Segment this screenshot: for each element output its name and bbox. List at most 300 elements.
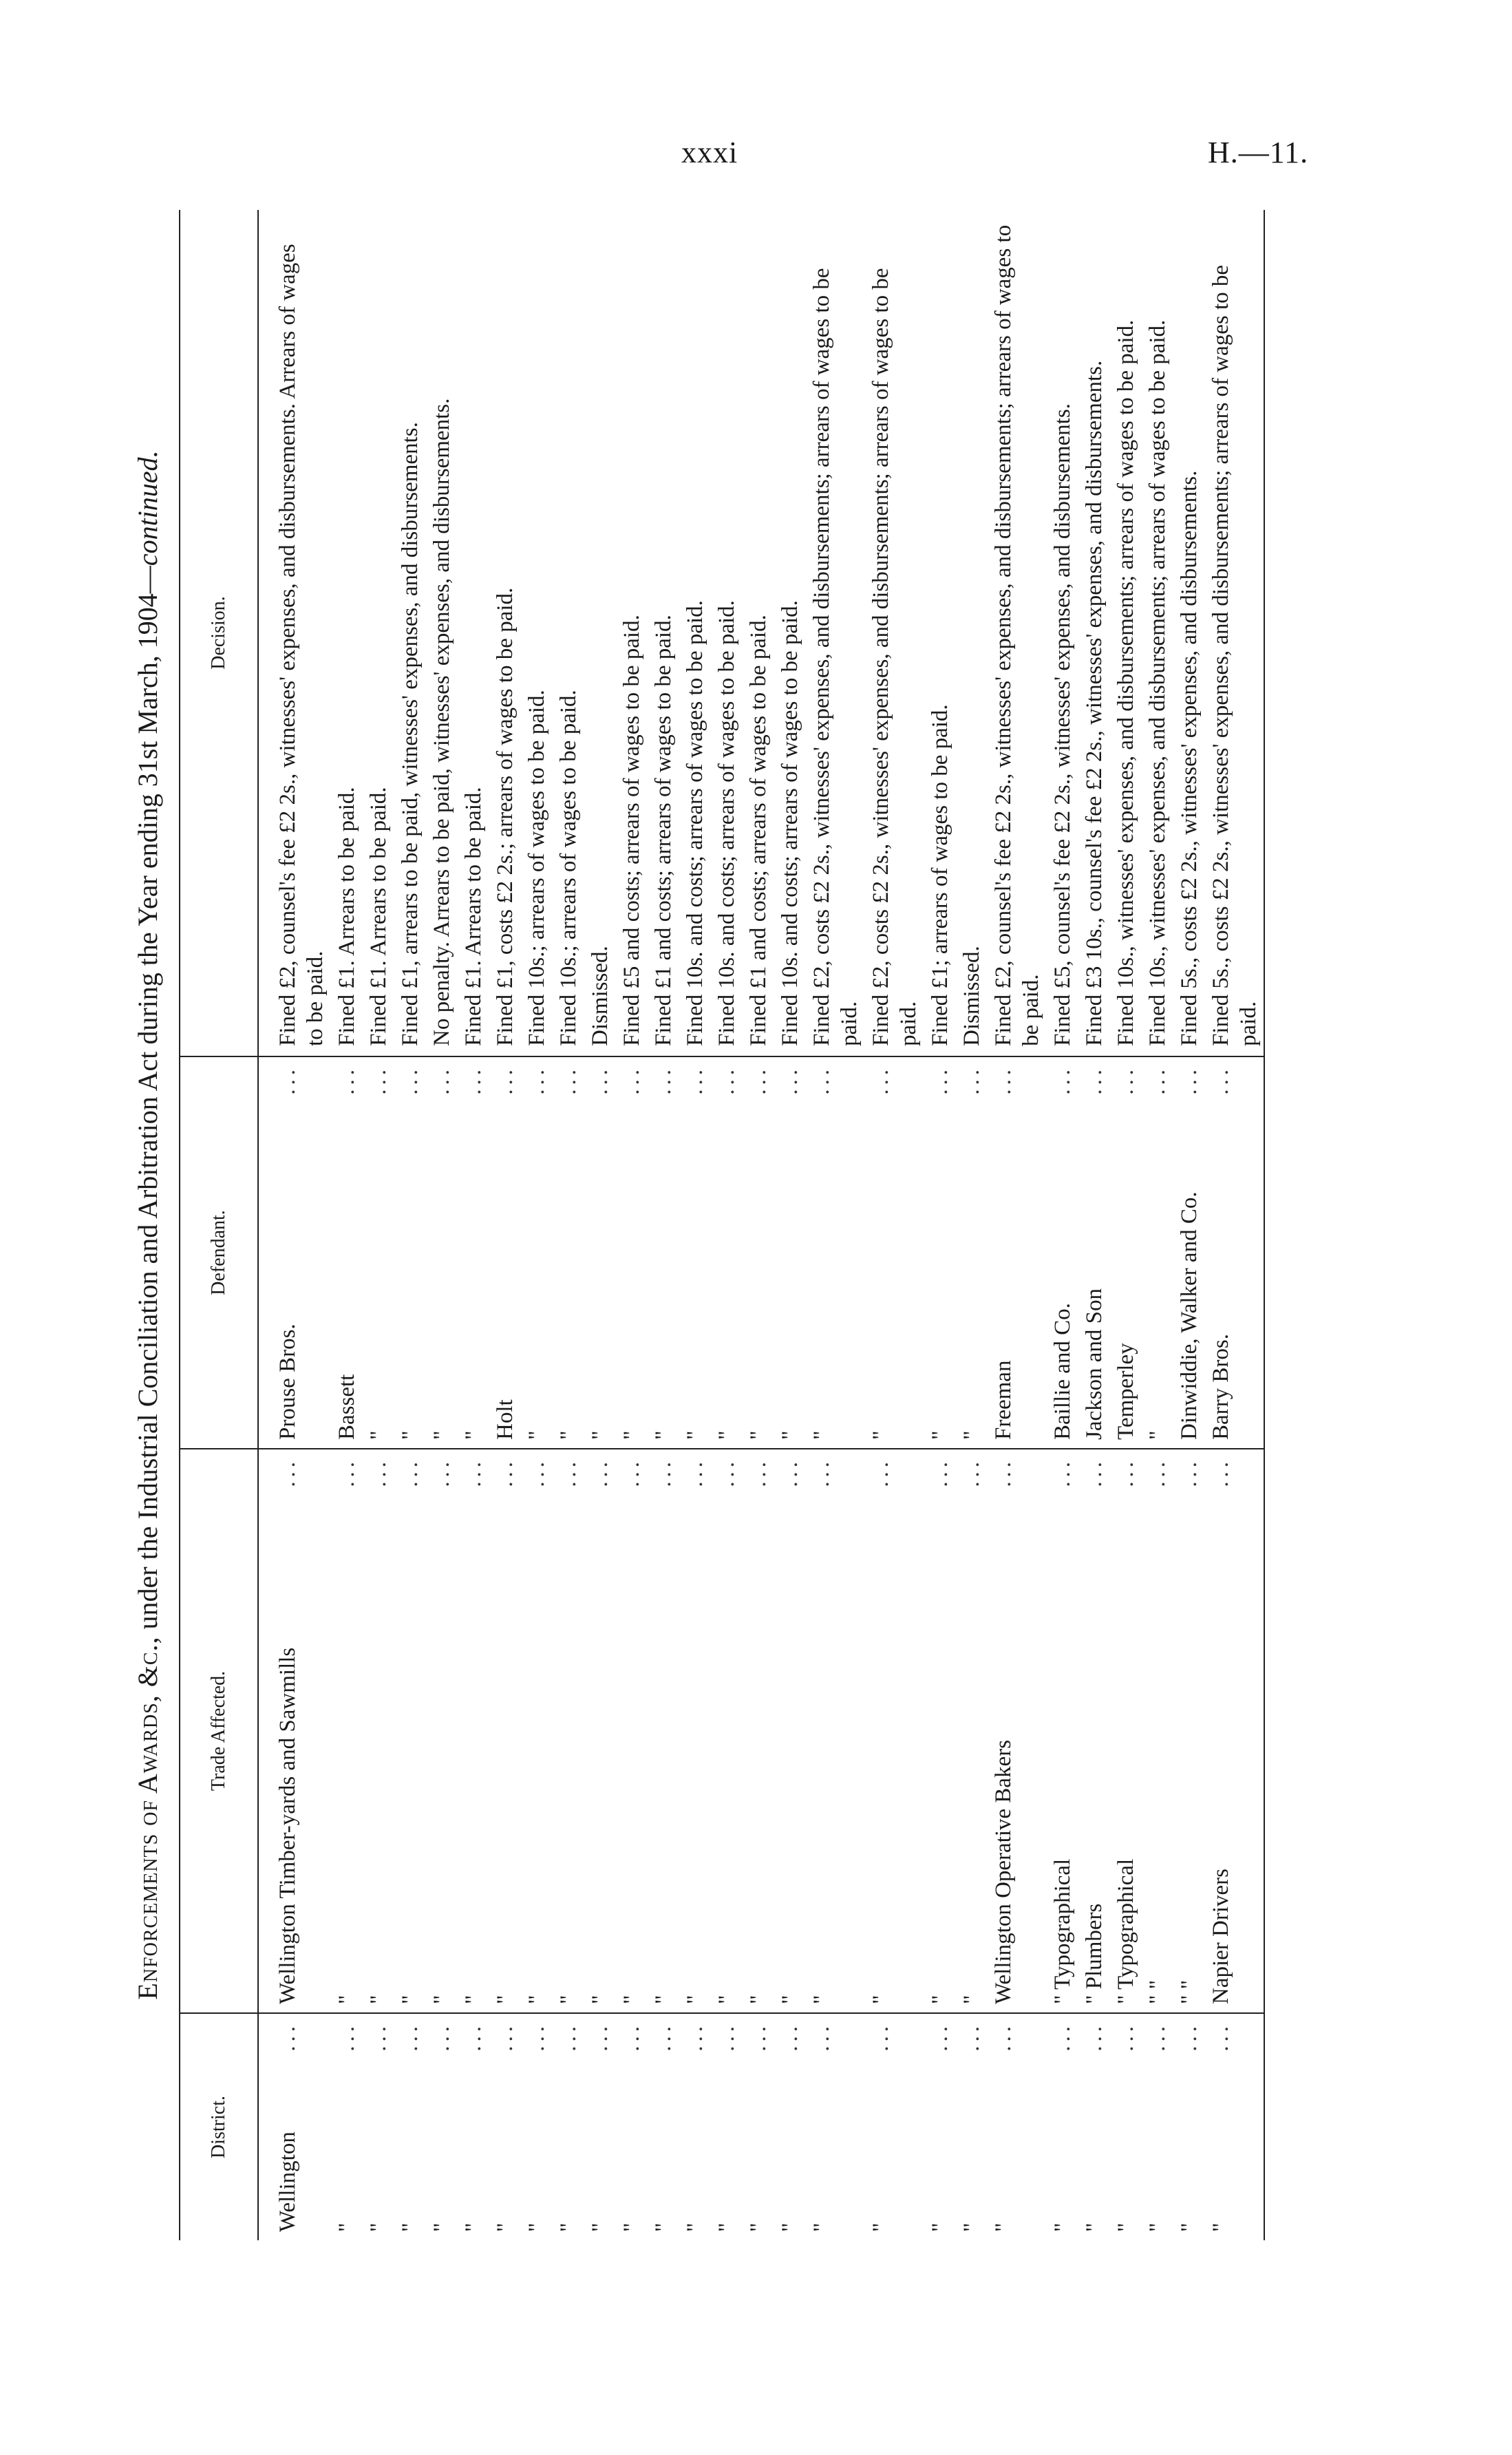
enforcements-table	[179, 210, 1265, 2240]
leader-dots: ...	[1050, 2022, 1075, 2052]
table-row	[742, 210, 774, 2240]
leader-dots: ...	[588, 1065, 613, 1095]
cell-trade	[362, 1449, 394, 2013]
leader-dots: ...	[493, 2022, 518, 2052]
cell-defendant-text: "	[398, 1430, 423, 1440]
leader-dots: ...	[651, 1458, 676, 1487]
leader-dots: ...	[429, 1458, 454, 1487]
cell-trade	[1141, 1449, 1173, 2013]
cell-defendant	[864, 1056, 924, 1449]
leader-dots: ...	[398, 1065, 423, 1095]
leader-dots: ...	[275, 1065, 300, 1095]
leader-dots: ...	[524, 2022, 549, 2052]
cell-district	[1204, 2013, 1264, 2240]
cell-trade-text: Wellington Operative Bakers	[991, 1739, 1016, 2004]
table-row	[1046, 210, 1078, 2240]
leader-dots: ...	[366, 2022, 391, 2052]
cell-decision	[457, 210, 489, 1056]
cell-trade-text: " Plumbers	[1082, 1903, 1107, 2004]
table-row	[584, 210, 615, 2240]
table-row	[1109, 210, 1141, 2240]
cell-defendant	[330, 1056, 362, 1449]
cell-decision	[647, 210, 679, 1056]
cell-district-text: "	[588, 2222, 613, 2232]
leader-dots: ...	[746, 1065, 771, 1095]
leader-dots: ...	[366, 1458, 391, 1487]
cell-trade	[924, 1449, 955, 2013]
cell-trade-text: "	[493, 1995, 518, 2004]
cell-district	[924, 2013, 955, 2240]
leader-dots: ...	[588, 2022, 613, 2052]
cell-decision-text: Fined 10s., witnesses' expenses, and disbursements; arrears of wages to be paid.	[1145, 319, 1170, 1046]
cell-decision-text: Dismissed.	[959, 946, 984, 1046]
cell-decision-text: Fined 10s., witnesses' expenses, and disbursements; arrears of wages to be paid.	[1114, 319, 1138, 1046]
cell-district-text: "	[556, 2222, 581, 2232]
table-row	[647, 210, 679, 2240]
leader-dots: ...	[398, 2022, 423, 2052]
leader-dots: ...	[959, 2022, 984, 2052]
cell-trade-text: "	[619, 1995, 644, 2004]
cell-district-text: "	[959, 2222, 984, 2232]
cell-trade-text: "	[556, 1995, 581, 2004]
cell-trade-text: "	[398, 1995, 423, 2004]
cell-defendant-text: Baillie and Co.	[1050, 1303, 1075, 1440]
title-main: under the Industrial Conciliation and Arbitration Act during the Year ending 31st March, 1904—	[132, 566, 163, 1637]
cell-district	[552, 2013, 584, 2240]
table-row	[489, 210, 520, 2240]
header-defendant: Defendant.	[180, 1056, 258, 1449]
leader-dots: ...	[683, 1065, 707, 1095]
cell-defendant-text: "	[809, 1430, 834, 1440]
cell-defendant	[362, 1056, 394, 1449]
cell-decision	[987, 210, 1046, 1056]
cell-decision	[330, 210, 362, 1056]
leader-dots: ...	[746, 1458, 771, 1487]
cell-trade	[987, 1449, 1046, 2013]
cell-district-text: "	[928, 2222, 952, 2232]
cell-decision	[584, 210, 615, 1056]
cell-decision	[1141, 210, 1173, 1056]
table-row	[615, 210, 647, 2240]
cell-decision-text: Fined £2, costs £2 2s., witnesses' expenses, and disbursements; arrears of wages to be paid.	[809, 268, 862, 1046]
leader-dots: ...	[809, 1065, 834, 1095]
cell-defendant-text: Prouse Bros.	[275, 1324, 300, 1440]
cell-district-text: "	[778, 2222, 802, 2232]
cell-defendant-text: Jackson and Son	[1082, 1288, 1107, 1440]
leader-dots: ...	[1050, 1458, 1075, 1487]
cell-decision	[489, 210, 520, 1056]
leader-dots: ...	[461, 2022, 486, 2052]
leader-dots: ...	[398, 1458, 423, 1487]
leader-dots: ...	[1145, 2022, 1170, 2052]
cell-trade	[584, 1449, 615, 2013]
cell-decision	[710, 210, 742, 1056]
cell-district-text: "	[1082, 2222, 1107, 2232]
leader-dots: ...	[809, 1458, 834, 1487]
cell-defendant	[1141, 1056, 1173, 1449]
cell-defendant-text: "	[746, 1430, 771, 1440]
cell-defendant	[1046, 1056, 1078, 1449]
cell-decision	[1046, 210, 1078, 1056]
cell-trade-text: " Typographical	[1114, 1858, 1138, 2004]
cell-decision	[520, 210, 552, 1056]
table-row	[987, 210, 1046, 2240]
leader-dots: ...	[1208, 1458, 1233, 1487]
cell-district-text: "	[493, 2222, 518, 2232]
cell-decision	[805, 210, 864, 1056]
cell-defendant-text: "	[429, 1430, 454, 1440]
cell-defendant-text: "	[366, 1430, 391, 1440]
cell-defendant	[679, 1056, 710, 1449]
cell-decision-text: No penalty. Arrears to be paid, witnesses' expenses, and disbursements.	[429, 398, 454, 1046]
table-row	[258, 210, 330, 2240]
cell-trade	[394, 1449, 425, 2013]
cell-district-text: "	[651, 2222, 676, 2232]
cell-defendant	[987, 1056, 1046, 1449]
leader-dots: ...	[928, 1458, 952, 1487]
cell-district	[679, 2013, 710, 2240]
series-code: H.—11.	[1208, 136, 1309, 169]
cell-decision	[1109, 210, 1141, 1056]
cell-district-text: "	[683, 2222, 707, 2232]
cell-district-text: "	[869, 2222, 893, 2232]
leader-dots: ...	[334, 2022, 359, 2052]
cell-trade	[1078, 1449, 1109, 2013]
table-row	[425, 210, 457, 2240]
cell-district-text: "	[461, 2222, 486, 2232]
leader-dots: ...	[619, 1458, 644, 1487]
cell-decision-text: Fined £1. Arrears to be paid.	[366, 787, 391, 1046]
cell-trade	[1204, 1449, 1264, 2013]
table-row	[394, 210, 425, 2240]
leader-dots: ...	[1145, 1458, 1170, 1487]
table-row	[1173, 210, 1204, 2240]
header-decision: Decision.	[180, 210, 258, 1056]
cell-decision-text: Fined 10s.; arrears of wages to be paid.	[556, 690, 581, 1046]
cell-trade-text: Napier Drivers	[1208, 1868, 1233, 2004]
leader-dots: ...	[588, 1458, 613, 1487]
cell-decision-text: Fined £2, costs £2 2s., witnesses' expenses, and disbursements; arrears of wages to be paid.	[869, 268, 921, 1046]
cell-decision-text: Fined 10s. and costs; arrears of wages to be paid.	[778, 600, 802, 1046]
leader-dots: ...	[778, 1065, 802, 1095]
leader-dots: ...	[928, 1065, 952, 1095]
leader-dots: ...	[1208, 1065, 1233, 1095]
cell-decision-text: Fined 5s., costs £2 2s., witnesses' expenses, and disbursements.	[1177, 470, 1202, 1046]
cell-decision-text: Fined £1, arrears to be paid, witnesses' expenses, and disbursements.	[398, 422, 423, 1046]
table-row	[552, 210, 584, 2240]
cell-trade	[258, 1449, 330, 2013]
cell-district-text: "	[1050, 2222, 1075, 2232]
cell-district	[864, 2013, 924, 2240]
cell-decision-text: Fined £1. Arrears to be paid.	[334, 787, 359, 1046]
cell-defendant-text: "	[714, 1430, 739, 1440]
cell-district	[584, 2013, 615, 2240]
cell-decision	[955, 210, 987, 1056]
table-row	[679, 210, 710, 2240]
cell-district	[489, 2013, 520, 2240]
cell-defendant	[520, 1056, 552, 1449]
cell-district-text: "	[1114, 2222, 1138, 2232]
leader-dots: ...	[683, 2022, 707, 2052]
leader-dots: ...	[778, 1458, 802, 1487]
cell-district	[520, 2013, 552, 2240]
cell-trade	[679, 1449, 710, 2013]
cell-trade-text: " "	[1145, 1979, 1170, 2004]
leader-dots: ...	[991, 2022, 1016, 2052]
cell-district-text: "	[714, 2222, 739, 2232]
leader-dots: ...	[959, 1065, 984, 1095]
cell-defendant	[1109, 1056, 1141, 1449]
cell-district-text: "	[1145, 2222, 1170, 2232]
leader-dots: ...	[429, 2022, 454, 2052]
cell-decision	[362, 210, 394, 1056]
cell-district-text: "	[991, 2222, 1016, 2232]
leader-dots: ...	[714, 2022, 739, 2052]
cell-defendant-text: "	[869, 1430, 893, 1440]
cell-trade	[1046, 1449, 1078, 2013]
cell-defendant	[805, 1056, 864, 1449]
cell-district	[394, 2013, 425, 2240]
cell-decision-text: Fined £2, counsel's fee £2 2s., witnesses' expenses, and disbursements; arrears of wages to be paid.	[991, 224, 1043, 1046]
leader-dots: ...	[1050, 1065, 1075, 1095]
cell-district	[1141, 2013, 1173, 2240]
leader-dots: ...	[746, 2022, 771, 2052]
cell-trade-text: "	[809, 1995, 834, 2004]
cell-decision-text: Dismissed.	[588, 946, 613, 1046]
cell-district	[1078, 2013, 1109, 2240]
cell-district	[955, 2013, 987, 2240]
cell-district-text: "	[334, 2222, 359, 2232]
cell-defendant-text: "	[588, 1430, 613, 1440]
cell-district-text: "	[809, 2222, 834, 2232]
leader-dots: ...	[869, 1065, 893, 1095]
cell-district	[330, 2013, 362, 2240]
cell-decision	[552, 210, 584, 1056]
cell-decision-text: Fined £5, counsel's fee £2 2s., witnesses' expenses, and disbursements.	[1050, 403, 1075, 1046]
cell-defendant	[1173, 1056, 1204, 1449]
leader-dots: ...	[1208, 2022, 1233, 2052]
leader-dots: ...	[651, 2022, 676, 2052]
cell-decision	[425, 210, 457, 1056]
cell-district	[457, 2013, 489, 2240]
cell-defendant	[742, 1056, 774, 1449]
cell-district	[647, 2013, 679, 2240]
cell-defendant-text: "	[1145, 1430, 1170, 1440]
cell-district-text: "	[366, 2222, 391, 2232]
table-row	[924, 210, 955, 2240]
cell-defendant	[1078, 1056, 1109, 1449]
leader-dots: ...	[1177, 1065, 1202, 1095]
cell-district	[258, 2013, 330, 2240]
cell-trade-text: Wellington Timber-yards and Sawmills	[275, 1647, 300, 2004]
leader-dots: ...	[1082, 1065, 1107, 1095]
cell-decision-text: Fined £5 and costs; arrears of wages to be paid.	[619, 615, 644, 1046]
cell-district-text: "	[524, 2222, 549, 2232]
table-row	[330, 210, 362, 2240]
cell-defendant	[647, 1056, 679, 1449]
rotated-table-sheet	[127, 210, 1339, 2240]
cell-defendant	[955, 1056, 987, 1449]
leader-dots: ...	[556, 1065, 581, 1095]
cell-trade	[552, 1449, 584, 2013]
cell-defendant-text: "	[959, 1430, 984, 1440]
cell-defendant	[584, 1056, 615, 1449]
leader-dots: ...	[429, 1065, 454, 1095]
cell-decision	[1078, 210, 1109, 1056]
cell-decision-text: Fined £1 and costs; arrears of wages to be paid.	[746, 615, 771, 1046]
cell-trade-text: "	[651, 1995, 676, 2004]
cell-trade-text: "	[429, 1995, 454, 2004]
cell-defendant-text: Bassett	[334, 1374, 359, 1440]
cell-trade-text: " "	[1177, 1979, 1202, 2004]
cell-trade	[425, 1449, 457, 2013]
leader-dots: ...	[683, 1458, 707, 1487]
leader-dots: ...	[651, 1065, 676, 1095]
header-trade: Trade Affected.	[180, 1449, 258, 2013]
cell-district-text: "	[398, 2222, 423, 2232]
cell-defendant-text: Temperley	[1114, 1343, 1138, 1440]
cell-defendant-text: "	[928, 1430, 952, 1440]
cell-defendant-text: "	[683, 1430, 707, 1440]
leader-dots: ...	[334, 1458, 359, 1487]
leader-dots: ...	[959, 1458, 984, 1487]
cell-trade-text: "	[778, 1995, 802, 2004]
cell-decision-text: Fined 10s.; arrears of wages to be paid.	[524, 690, 549, 1046]
leader-dots: ...	[556, 2022, 581, 2052]
cell-decision	[679, 210, 710, 1056]
cell-defendant-text: Freeman	[991, 1360, 1016, 1440]
cell-trade-text: "	[869, 1995, 893, 2004]
leader-dots: ...	[928, 2022, 952, 2052]
cell-trade	[864, 1449, 924, 2013]
leader-dots: ...	[1145, 1065, 1170, 1095]
cell-district	[615, 2013, 647, 2240]
leader-dots: ...	[619, 2022, 644, 2052]
cell-district	[742, 2013, 774, 2240]
cell-decision	[394, 210, 425, 1056]
cell-district	[1173, 2013, 1204, 2240]
cell-defendant-text: "	[461, 1430, 486, 1440]
cell-decision-text: Fined £2, counsel's fee £2 2s., witnesses' expenses, and disbursements. Arrears of wages to be paid.	[275, 244, 328, 1046]
leader-dots: ...	[869, 2022, 893, 2052]
leader-dots: ...	[275, 2022, 300, 2052]
cell-decision-text: Fined 5s., costs £2 2s., witnesses' expenses, and disbursements; arrears of wages to be paid.	[1208, 264, 1261, 1046]
cell-trade-text: "	[524, 1995, 549, 2004]
leader-dots: ...	[619, 1065, 644, 1095]
table-row	[1204, 210, 1264, 2240]
table-row	[457, 210, 489, 2240]
cell-defendant-text: "	[619, 1430, 644, 1440]
leader-dots: ...	[556, 1458, 581, 1487]
cell-district	[774, 2013, 805, 2240]
cell-decision	[864, 210, 924, 1056]
cell-decision-text: Fined £1. Arrears to be paid.	[461, 787, 486, 1046]
cell-defendant-text: "	[524, 1430, 549, 1440]
leader-dots: ...	[1114, 1458, 1138, 1487]
cell-trade-text: "	[746, 1995, 771, 2004]
cell-decision	[615, 210, 647, 1056]
cell-decision-text: Fined 10s. and costs; arrears of wages to be paid.	[714, 600, 739, 1046]
cell-trade	[1109, 1449, 1141, 2013]
leader-dots: ...	[1082, 1458, 1107, 1487]
cell-defendant-text: Holt	[493, 1399, 518, 1440]
cell-defendant-text: Dinwiddie, Walker and Co.	[1177, 1191, 1202, 1440]
page-number: xxxi	[681, 136, 738, 169]
leader-dots: ...	[1114, 2022, 1138, 2052]
cell-defendant	[924, 1056, 955, 1449]
cell-decision-text: Fined £3 10s., counsel's fee £2 2s., witnesses' expenses, and disbursements.	[1082, 360, 1107, 1046]
cell-decision-text: Fined £1; arrears of wages to be paid.	[928, 704, 952, 1046]
cell-defendant	[552, 1056, 584, 1449]
table-row	[805, 210, 864, 2240]
title-suffix: continued.	[132, 450, 163, 566]
table-body	[258, 210, 1264, 2240]
leader-dots: ...	[275, 1458, 300, 1487]
cell-defendant	[394, 1056, 425, 1449]
leader-dots: ...	[524, 1458, 549, 1487]
cell-decision	[924, 210, 955, 1056]
cell-trade	[457, 1449, 489, 2013]
table-row	[774, 210, 805, 2240]
table-row	[362, 210, 394, 2240]
leader-dots: ...	[869, 1458, 893, 1487]
leader-dots: ...	[714, 1458, 739, 1487]
leader-dots: ...	[714, 1065, 739, 1095]
cell-trade-text: "	[334, 1995, 359, 2004]
table-row	[1078, 210, 1109, 2240]
cell-trade	[647, 1449, 679, 2013]
cell-trade-text: "	[959, 1995, 984, 2004]
cell-decision	[1204, 210, 1264, 1056]
leader-dots: ...	[493, 1458, 518, 1487]
cell-trade	[615, 1449, 647, 2013]
leader-dots: ...	[524, 1065, 549, 1095]
cell-trade	[330, 1449, 362, 2013]
cell-district	[710, 2013, 742, 2240]
cell-defendant	[774, 1056, 805, 1449]
cell-district	[362, 2013, 394, 2240]
cell-trade-text: "	[928, 1995, 952, 2004]
cell-defendant-text: Barry Bros.	[1208, 1334, 1233, 1440]
cell-trade-text: " Typographical	[1050, 1858, 1075, 2004]
table-row	[1141, 210, 1173, 2240]
cell-trade-text: "	[683, 1995, 707, 2004]
leader-dots: ...	[778, 2022, 802, 2052]
cell-trade	[1173, 1449, 1204, 2013]
cell-district-text: "	[619, 2222, 644, 2232]
table-row	[520, 210, 552, 2240]
cell-trade	[742, 1449, 774, 2013]
leader-dots: ...	[991, 1065, 1016, 1095]
cell-trade	[710, 1449, 742, 2013]
cell-district	[1046, 2013, 1078, 2240]
cell-district-text: "	[1208, 2222, 1233, 2232]
cell-district	[987, 2013, 1046, 2240]
cell-trade	[955, 1449, 987, 2013]
cell-defendant	[710, 1056, 742, 1449]
cell-defendant-text: "	[651, 1430, 676, 1440]
cell-decision-text: Fined 10s. and costs; arrears of wages to be paid.	[683, 600, 707, 1046]
cell-trade	[489, 1449, 520, 2013]
cell-decision	[258, 210, 330, 1056]
cell-decision	[742, 210, 774, 1056]
table-row	[864, 210, 924, 2240]
header-district: District.	[180, 2013, 258, 2240]
cell-district-text: "	[746, 2222, 771, 2232]
leader-dots: ...	[1177, 1458, 1202, 1487]
cell-decision-text: Fined £1, costs £2 2s.; arrears of wages to be paid.	[493, 587, 518, 1046]
cell-defendant	[258, 1056, 330, 1449]
